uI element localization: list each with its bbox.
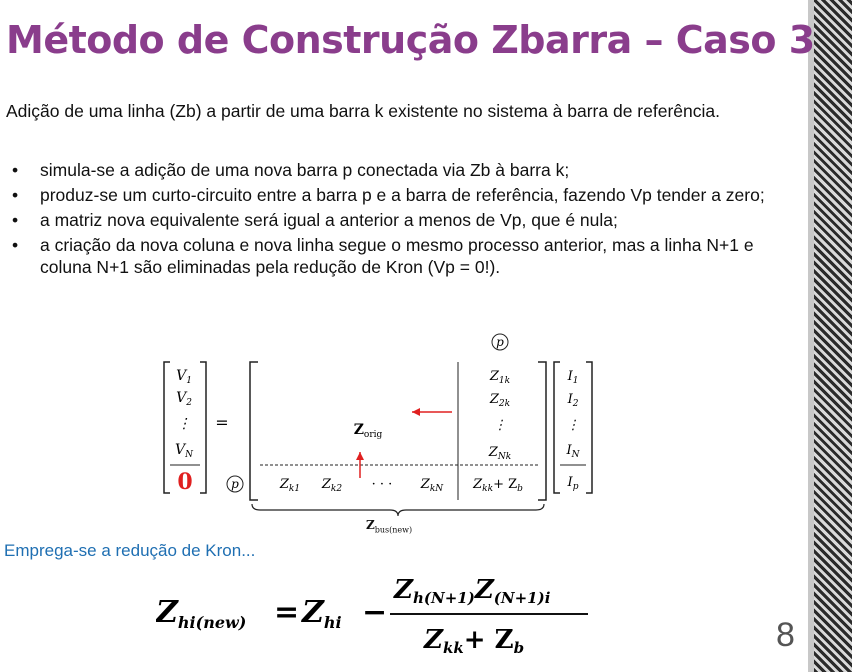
v1: $V_1$ [176,368,192,386]
slide-edge-pattern [814,0,852,672]
z-orig: $Z_{orig}$ [353,422,383,440]
bullet-dot: • [12,235,19,255]
zbus-underbrace [252,504,544,516]
p-row-label: p [231,477,239,491]
bullet-item [8,184,798,206]
bullet-dot: • [12,185,19,205]
z-bracket-right [538,362,546,500]
bullet-item [8,234,798,278]
in: $I_N$ [566,443,580,460]
bullet-dot: • [12,160,19,180]
i-bracket-right [586,362,592,493]
p-column-label: p [496,335,504,349]
z-bracket-left [250,362,258,500]
zk1: $Z_{k1}$ [279,477,301,494]
vn: $V_N$ [175,442,193,460]
zero-value: 0 [177,469,193,495]
z-row-dots: · · · [371,477,393,492]
znk: $Z_{Nk}$ [488,445,512,462]
intro-paragraph: Adição de uma linha (Zb) a partir de uma barra k existente no sistema à barra de referência. [6,101,720,121]
formula-denominator: Zkk+ Zb [424,625,525,657]
z-corner: $Z_{kk}+ Z_b$ [473,477,523,494]
arrow-up-head [356,452,364,460]
formula-numerator: Zh(N+1)Z(N+1)i [394,575,551,607]
slide-title: Método de Construção Zbarra – Caso 3 [6,18,815,62]
formula-zhi: $Z_{hi}$ [302,595,342,632]
bullet-list [8,159,798,281]
i-dots: ⋮ [566,418,580,433]
page-number: 8 [776,616,795,654]
formula-minus: − [362,595,388,630]
bullet-dot: • [12,210,19,230]
bullet-text: a criação da nova coluna e nova linha segue o mesmo processo anterior, mas a linha N+1 e coluna N+1 são eliminadas pela redução de Kron (Vp = 0!). [40,235,754,277]
zbus-new-label: $Z_{bus(new)}$ [366,518,413,535]
kron-note: Emprega-se a redução de Kron... [4,541,256,560]
arrow-left-head [412,408,420,416]
kron-formula [156,564,616,664]
bullet-text: a matriz nova equivalente será igual a anterior a menos de Vp, que é nula; [40,210,618,230]
zk2: $Z_{k2}$ [321,477,343,494]
i1: $I_1$ [567,369,579,386]
bullet-text: produz-se um curto-circuito entre a barra p e a barra de referência, fazendo Vp tender a zero; [40,185,765,205]
zkn: $Z_{kN}$ [420,477,444,494]
formula-eq: = [274,595,300,630]
ip: $I_p$ [567,475,579,492]
z2k: $Z_{2k}$ [489,392,511,409]
zbus-matrix-equation [160,330,620,520]
formula-lhs: $Z_{hi(new)}$ [156,595,247,632]
i2: $I_2$ [567,392,579,409]
v-dots: ⋮ [177,416,191,432]
i-bracket-left [554,362,560,493]
z-col-dots: ⋮ [493,418,507,433]
bullet-text: simula-se a adição de uma nova barra p conectada via Zb à barra k; [40,160,570,180]
z1k: $Z_{1k}$ [489,369,511,386]
bullet-item [8,159,798,181]
bullet-item [8,209,798,231]
equals-sign: = [215,413,229,432]
v-bracket-right [200,362,206,493]
v-bracket-left [164,362,170,493]
v2: $V_2$ [176,390,192,408]
